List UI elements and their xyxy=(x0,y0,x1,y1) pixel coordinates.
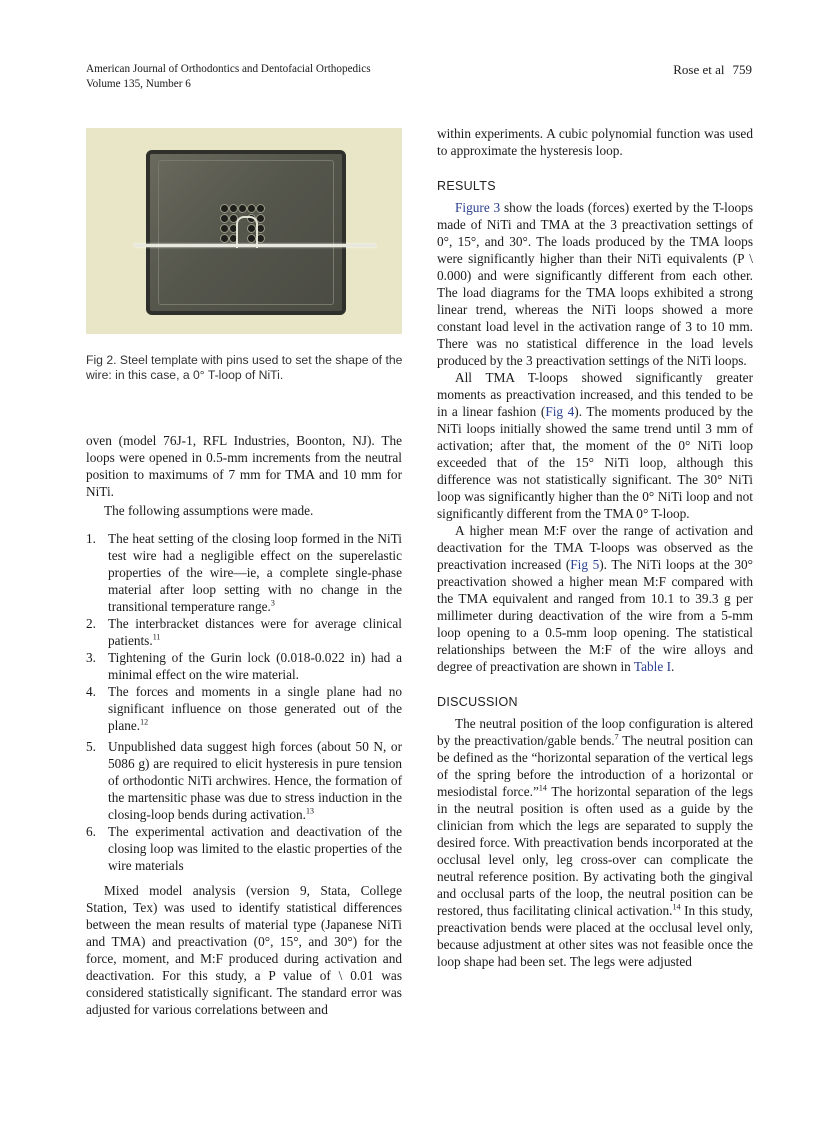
page-number: 759 xyxy=(732,62,752,77)
list-item: 1. The heat setting of the closing loop formed in the NiTi test wire had a negligible effect on the superelastic properties of the wire—ie, a complete single-phase material after loop setting with no change in the transitional temperature range.$^3$ xyxy=(86,531,402,614)
table-1-link[interactable]: Table I xyxy=(633,659,672,674)
figure-3-link[interactable]: Figure 3 xyxy=(455,200,501,215)
left-column-text xyxy=(86,432,402,1018)
journal-title: American Journal of Orthodontics and Dentofacial Orthopedics xyxy=(86,63,371,75)
running-header-journal xyxy=(86,62,371,92)
paragraph-assumptions-intro: The following assumptions were made. xyxy=(104,503,314,518)
results-heading: RESULTS xyxy=(437,179,496,193)
discussion-paragraph-1: The neutral position of the loop configuration is altered by the preactivation/gable bends.$^7$ The neutral position can be defined as the “horizontal separation of the vertical legs of the spring before the introduction of a horizontal or mesiodistal force.”$^{14}$ The horizontal separation of the legs in the neutral position is often used as a guide by the clinician from which the legs are separated to supply the desired force. With preactivation bends incorporated at the occlusal level only, leg cross-over can complicate the neutral reference position. By activating both the gingival and occlusal parts of the loop, the neutral position can be restored, thus facilitating clinical activation.$^{14}$ In this study, preactivation bends were placed at the occlusal level only, because adjustment at other sites was not feasible once the loop shape had been set. The legs were adjusted xyxy=(437,716,753,969)
paragraph-oven: oven (model 76J-1, RFL Industries, Boonton, NJ). The loops were opened in 0.5-mm increments from the neutral position to maximums of 7 mm for TMA and 10 mm for NiTi. xyxy=(86,433,402,499)
paragraph-statistics: Mixed model analysis (version 9, Stata, College Station, Tex) was used to identify statistical differences between the mean results of material type (Japanese NiTi and TMA) and preactivation (0°, 15°, and 30°) for the force, moment, and M:F produced during activation and deactivation. For this study, a P value of \ 0.01 was considered statistically significant. The standard error was adjusted for various correlations between and xyxy=(86,883,402,1017)
journal-volume: Volume 135, Number 6 xyxy=(86,78,191,90)
right-column-text xyxy=(437,125,753,970)
running-header-page xyxy=(673,62,752,78)
niti-wire xyxy=(134,244,376,247)
results-paragraph-2: All TMA T-loops showed significantly greater moments as preactivation increased, and this tended to be in a linear fashion (Fig 4). The moments produced by the NiTi loops initially showed the same trend until 3 mm of activation; after that, the moment of the 0° NiTi loop exceeded that of the 15° NiTi loop, although this difference was not statistically significant. The 30° NiTi loop was significantly higher than the 0° NiTi loop and not significantly different from the TMA 0° T-loop. xyxy=(437,370,753,521)
author-running-head: Rose et al xyxy=(673,62,725,77)
list-item: 6. The experimental activation and deactivation of the closing loop was limited to the elastic properties of the wire materials xyxy=(86,824,402,873)
assumptions-list xyxy=(86,530,402,874)
paragraph-continued: within experiments. A cubic polynomial function was used to approximate the hysteresis loop. xyxy=(437,126,753,158)
figure-2-photo xyxy=(86,128,402,334)
list-item: 4. The forces and moments in a single plane had no significant influence on those generated out of the plane.$^{12}$ xyxy=(86,684,402,733)
results-paragraph-1: Figure 3 show the loads (forces) exerted by the T-loops made of NiTi and TMA at the 3 preactivation settings of 0°, 15°, and 30°. The loads produced by the TMA loops were significantly higher than their NiTi equivalents (P \ 0.000) and were significantly different from each other. The load diagrams for the TMA loops exhibited a strong linear trend, whereas the NiTi loops showed a more constant load level in the activation range of 3 to 10 mm. There was no statistical difference in the load levels produced by the 3 preactivation settings of the NiTi loops. xyxy=(437,200,753,368)
list-item: 5. Unpublished data suggest high forces (about 50 N, or 5086 g) are required to elicit hysteresis in pure tension of orthodontic NiTi archwires. Hence, the formation of the martensitic phase was due to stress induction in the closing-loop bends during activation.$^{13}$ xyxy=(86,739,402,822)
figure-caption: Fig 2. Steel template with pins used to set the shape of the wire: in this case, a 0° T-loop of NiTi. xyxy=(86,353,403,382)
figure-5-link[interactable]: Fig 5 xyxy=(570,557,600,572)
results-paragraph-3: A higher mean M:F over the range of activation and deactivation for the TMA T-loops was observed as the preactivation increased (Fig 5). The NiTi loops at the 30° preactivation showed a higher mean M:F compared with the TMA equivalent and ranged from 10.1 to 39.3 g per millimeter during deactivation of the wire from a 5-mm loop opening to a 0.5-mm loop opening. The statistical relationships between the M:F of the wire alloys and degree of preactivation are shown in Table I. xyxy=(437,523,753,674)
list-item: 2. The interbracket distances were for average clinical patients.$^{11}$ xyxy=(86,616,402,648)
list-item: 3. Tightening of the Gurin lock (0.018-0.022 in) had a minimal effect on the wire material. xyxy=(86,650,402,682)
discussion-heading: DISCUSSION xyxy=(437,695,518,709)
figure-4-link[interactable]: Fig 4 xyxy=(545,404,575,419)
